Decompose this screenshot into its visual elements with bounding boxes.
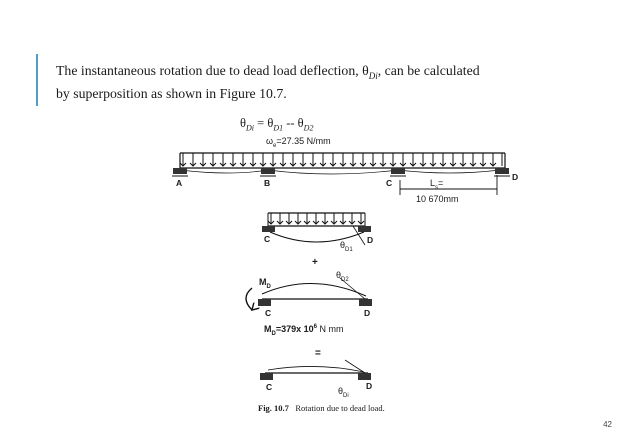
span-eq: = (438, 178, 444, 188)
diagram-1 (262, 213, 374, 245)
diag2-theta-symbol: θ (336, 270, 342, 280)
eq-minus: -- (283, 116, 298, 130)
support-a (172, 168, 188, 176)
diagram-3 (260, 360, 371, 380)
diag2-theta-sub: D2 (341, 276, 349, 283)
support-b (260, 168, 276, 176)
paragraph-line-1: The instantaneous rotation due to dead load deflection, θ (56, 63, 369, 78)
diag3-label-c: C (266, 382, 273, 392)
diag3-theta (338, 386, 349, 399)
figure-caption (258, 403, 385, 413)
caption-number: Fig. 10.7 (258, 403, 289, 413)
diag3-theta-sub: Di (343, 392, 349, 399)
deflection-curve (180, 170, 500, 174)
moment-equation (264, 324, 343, 337)
support-label-c: C (386, 178, 393, 188)
eq-term1: θ (267, 116, 274, 130)
diag1-label-d: D (367, 235, 374, 245)
span-label (430, 178, 443, 191)
diag2-label-d: D (364, 308, 371, 318)
eq-term2-sub: D2 (303, 123, 314, 133)
diag1-theta-sub: D1 (345, 246, 353, 253)
eq-sign: = (254, 116, 268, 130)
span-dimension (400, 175, 497, 195)
moment-eq-value: =379x 10 (275, 324, 314, 334)
support-label-b: B (264, 178, 271, 188)
support-label-a: A (176, 178, 183, 188)
load-omega: ω (266, 136, 274, 146)
diag1-label-c: C (264, 234, 271, 244)
diag1-theta-symbol: θ (340, 240, 346, 250)
caption-text: Rotation due to dead load. (295, 403, 385, 413)
diag2-theta (336, 270, 349, 283)
paragraph-sub: Di (368, 70, 378, 81)
paragraph-line-2: by superposition as shown in Figure 10.7. (56, 85, 287, 101)
moment-eq-exp: 6 (313, 324, 317, 330)
eq-term2: θ (297, 116, 304, 130)
load-label (266, 136, 331, 149)
support-label-d: D (512, 172, 519, 182)
load-sub: e (273, 142, 277, 149)
diag3-theta-symbol: θ (338, 386, 344, 396)
diag2-moment-sub: D (266, 283, 271, 290)
eq-lhs: θ (240, 116, 246, 130)
eq-term1-sub: D1 (273, 123, 284, 133)
support-d (494, 168, 510, 176)
page-number: 42 (603, 420, 612, 429)
diag2-moment (259, 277, 271, 290)
equals-sign: = (315, 348, 321, 359)
diag1-theta (340, 240, 353, 253)
span-sub: s (435, 184, 439, 191)
plus-sign: + (312, 257, 318, 268)
moment-eq-symbol: M (264, 324, 272, 334)
span-l: L (430, 178, 436, 188)
distributed-load-arrows (180, 153, 502, 166)
eq-lhs-sub: Di (246, 123, 254, 133)
paragraph-line-1-end: , can be calculated (377, 63, 480, 78)
moment-eq-sub: D (271, 330, 276, 337)
support-c (390, 168, 406, 176)
diag3-label-d: D (366, 381, 373, 391)
load-value: =27.35 N/mm (276, 136, 331, 146)
diag2-moment-symbol: M (259, 277, 267, 287)
diag2-label-c: C (265, 308, 272, 318)
moment-eq-unit: N mm (316, 324, 344, 334)
span-length: 10 670mm (416, 194, 459, 204)
